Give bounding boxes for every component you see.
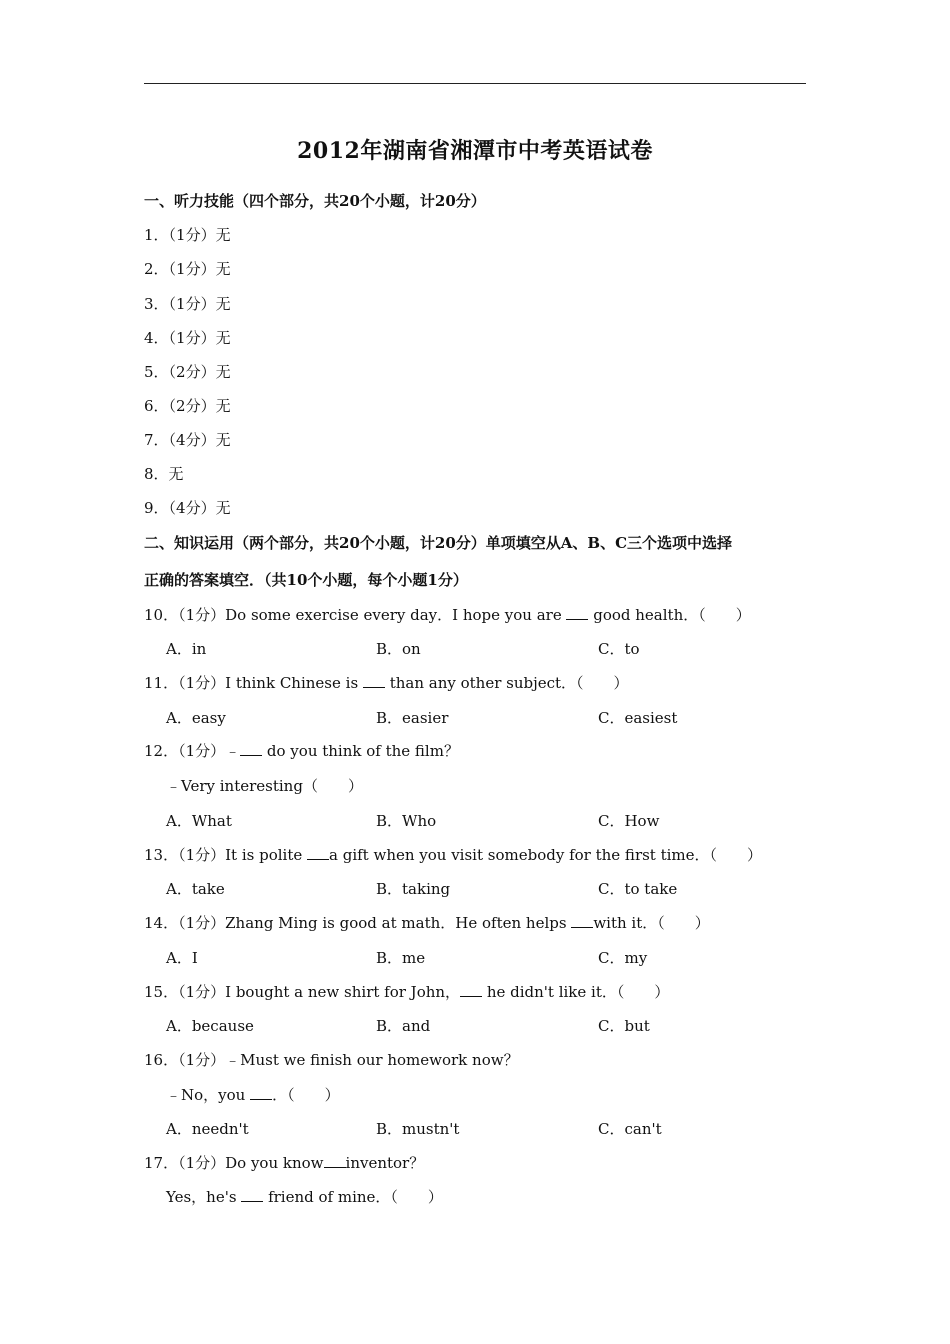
question-text: 11．（1分）I think Chinese is xyxy=(144,674,363,692)
option-a: A．in xyxy=(166,640,207,658)
question-text: ﹣No，you xyxy=(166,1086,251,1104)
question-16-response xyxy=(166,1084,340,1105)
option-c: C．my xyxy=(598,949,648,967)
section-heading-knowledge: 二、知识运用（两个部分，共20个小题，计20分）单项填空从A、B、C三个选项中选择 xyxy=(144,534,733,552)
option-c: C．to xyxy=(598,640,640,658)
question-text: than any other subject．（ ） xyxy=(384,674,629,692)
option-c: C．to take xyxy=(598,880,678,898)
option-a: A．because xyxy=(166,1017,254,1035)
question-text: ．（ ） xyxy=(272,1086,340,1104)
answer-blank xyxy=(250,1086,272,1100)
listening-item: 1．（1分）无 xyxy=(144,226,231,244)
listening-item: 2．（1分）无 xyxy=(144,260,231,278)
question-11 xyxy=(144,672,629,693)
option-a: A．easy xyxy=(166,709,226,727)
question-14 xyxy=(144,912,710,933)
option-b: B．mustn't xyxy=(376,1120,460,1138)
question-text: friend of mine．（ ） xyxy=(263,1188,443,1206)
question-text: 17．（1分）Do you know xyxy=(144,1154,324,1172)
answer-blank xyxy=(363,674,385,688)
question-text: with it．（ ） xyxy=(593,914,710,932)
section-heading-knowledge-cont: 正确的答案填空．（共10个小题，每个小题1分） xyxy=(144,571,468,589)
option-b: B．and xyxy=(376,1017,431,1035)
section-heading-listening: 一、听力技能（四个部分，共20个小题，计20分） xyxy=(144,192,486,210)
answer-blank xyxy=(566,606,588,620)
listening-item: 5．（2分）无 xyxy=(144,363,231,381)
option-b: B．Who xyxy=(376,812,437,830)
question-12 xyxy=(144,740,459,761)
question-text: 14．（1分）Zhang Ming is good at math．He often helps xyxy=(144,914,572,932)
question-10 xyxy=(144,604,751,625)
answer-blank xyxy=(571,914,593,928)
option-a: A．take xyxy=(166,880,225,898)
listening-item: 7．（4分）无 xyxy=(144,431,231,449)
question-text: good health．（ ） xyxy=(588,606,751,624)
answer-blank xyxy=(324,1154,346,1168)
question-text: do you think of the film？ xyxy=(262,742,459,760)
listening-item: 6．（2分）无 xyxy=(144,397,231,415)
option-b: B．me xyxy=(376,949,426,967)
option-c: C．easiest xyxy=(598,709,678,727)
question-text: Yes，he's xyxy=(166,1188,242,1206)
question-text: 13．（1分）It is polite xyxy=(144,846,308,864)
question-13 xyxy=(144,844,762,865)
option-a: A．needn't xyxy=(166,1120,249,1138)
question-text: 15．（1分）I bought a new shirt for John， xyxy=(144,983,461,1001)
option-a: A．What xyxy=(166,812,232,830)
page-title: 2012年湖南省湘潭市中考英语试卷 xyxy=(297,138,653,164)
option-c: C．but xyxy=(598,1017,650,1035)
answer-blank xyxy=(241,1188,263,1202)
question-text: he didn't like it．（ ） xyxy=(482,983,670,1001)
option-b: B．easier xyxy=(376,709,449,727)
question-12-response: ﹣Very interesting（ ） xyxy=(166,777,363,795)
question-16: 16．（1分）﹣Must we finish our homework now？ xyxy=(144,1051,519,1069)
answer-blank xyxy=(307,846,329,860)
option-b: B．on xyxy=(376,640,421,658)
question-text: a gift when you visit somebody for the first time．（ ） xyxy=(329,846,763,864)
answer-blank xyxy=(240,742,262,756)
listening-item: 9．（4分）无 xyxy=(144,499,231,517)
listening-item: 3．（1分）无 xyxy=(144,295,231,313)
question-text: 10．（1分）Do some exercise every day．I hope you are xyxy=(144,606,567,624)
option-c: C．can't xyxy=(598,1120,662,1138)
option-b: B．taking xyxy=(376,880,451,898)
option-a: A．I xyxy=(166,949,198,967)
question-17 xyxy=(144,1152,424,1173)
answer-blank xyxy=(460,983,482,997)
question-17-response xyxy=(166,1186,443,1207)
question-15 xyxy=(144,981,669,1002)
header-rule xyxy=(144,83,806,84)
listening-item: 4．（1分）无 xyxy=(144,329,231,347)
listening-item: 8．无 xyxy=(144,465,184,483)
question-text: 12．（1分）﹣ xyxy=(144,742,241,760)
question-text: inventor？ xyxy=(345,1154,425,1172)
option-c: C．How xyxy=(598,812,660,830)
